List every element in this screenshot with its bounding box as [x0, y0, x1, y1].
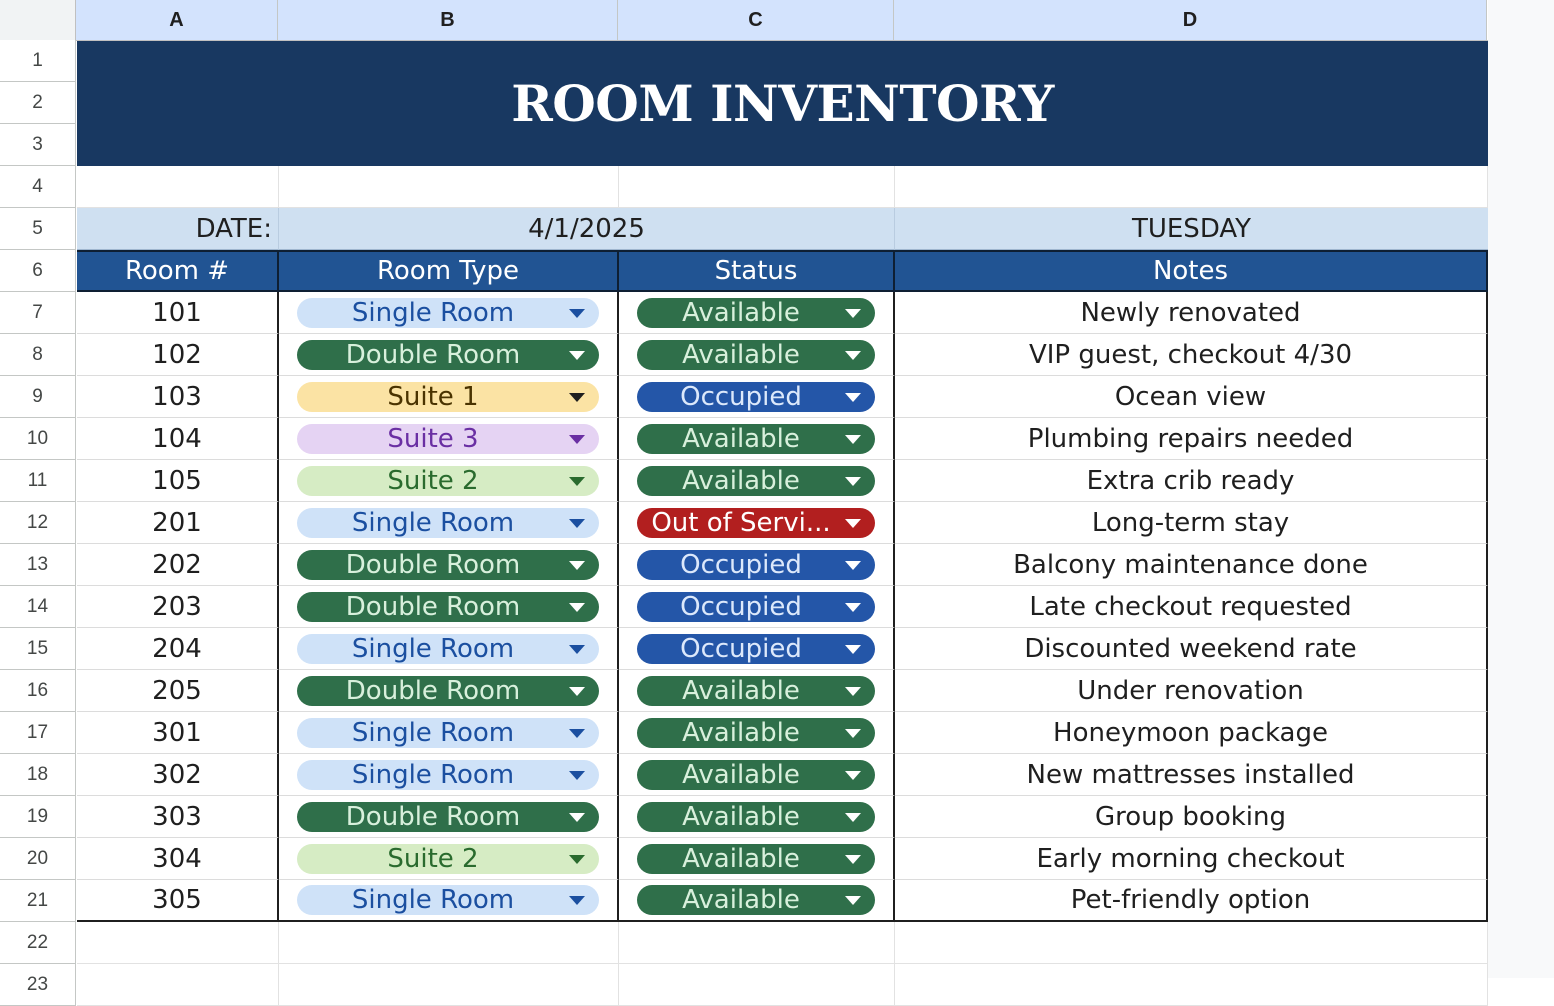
notes-cell[interactable]: Group booking: [895, 796, 1488, 838]
status-cell[interactable]: [619, 838, 895, 880]
notes-cell[interactable]: Late checkout requested: [895, 586, 1488, 628]
status-value: Available: [682, 759, 800, 790]
room-number-cell[interactable]: 203: [77, 586, 279, 628]
notes-cell[interactable]: VIP guest, checkout 4/30: [895, 334, 1488, 376]
room-number-cell[interactable]: 102: [77, 334, 279, 376]
room-number-cell[interactable]: 105: [77, 460, 279, 502]
row-header[interactable]: 11: [0, 460, 76, 502]
sheet-gutter: [1488, 0, 1554, 978]
status-value: Available: [682, 843, 800, 874]
room-number-cell[interactable]: 303: [77, 796, 279, 838]
status-dropdown[interactable]: [637, 298, 875, 328]
room-type-value: Double Room: [345, 339, 521, 370]
dropdown-arrow-icon[interactable]: [569, 561, 585, 570]
table-row: [77, 670, 1488, 712]
row-header[interactable]: 1: [0, 40, 76, 82]
notes-cell[interactable]: Early morning checkout: [895, 838, 1488, 880]
notes-cell[interactable]: Long-term stay: [895, 502, 1488, 544]
row-header[interactable]: 15: [0, 628, 76, 670]
column-header-bar: [0, 0, 1488, 41]
weekday-value[interactable]: TUESDAY: [895, 208, 1488, 250]
row-header[interactable]: 3: [0, 124, 76, 166]
header-notes[interactable]: Notes: [895, 250, 1488, 292]
room-type-dropdown[interactable]: [297, 634, 599, 664]
dropdown-arrow-icon[interactable]: [569, 393, 585, 402]
header-room-number[interactable]: Room #: [77, 250, 279, 292]
blank-row: [77, 922, 1488, 964]
date-label[interactable]: DATE:: [77, 208, 279, 250]
room-type-dropdown[interactable]: [297, 718, 599, 748]
header-room-type[interactable]: Room Type: [279, 250, 619, 292]
row-header[interactable]: 23: [0, 964, 76, 1006]
room-type-dropdown[interactable]: [297, 844, 599, 874]
status-value: Available: [682, 339, 800, 370]
page-title[interactable]: ROOM INVENTORY: [77, 41, 1488, 166]
status-cell[interactable]: [619, 670, 895, 712]
notes-cell[interactable]: Balcony maintenance done: [895, 544, 1488, 586]
room-type-value: Suite 2: [387, 465, 479, 496]
room-type-dropdown[interactable]: [297, 466, 599, 496]
room-type-cell[interactable]: [279, 460, 619, 502]
dropdown-arrow-icon[interactable]: [845, 519, 861, 528]
room-type-dropdown[interactable]: [297, 340, 599, 370]
room-type-cell[interactable]: [279, 712, 619, 754]
room-type-value: Single Room: [351, 717, 515, 748]
status-cell[interactable]: [619, 712, 895, 754]
status-dropdown[interactable]: [637, 592, 875, 622]
date-row: [77, 208, 1488, 250]
dropdown-arrow-icon[interactable]: [569, 645, 585, 654]
room-number-cell[interactable]: 205: [77, 670, 279, 712]
row-header[interactable]: 5: [0, 208, 76, 250]
cell[interactable]: [895, 922, 1488, 964]
row-header[interactable]: 13: [0, 544, 76, 586]
status-cell[interactable]: [619, 796, 895, 838]
status-cell[interactable]: [619, 460, 895, 502]
row-header[interactable]: 21: [0, 880, 76, 922]
dropdown-arrow-icon[interactable]: [569, 813, 585, 822]
blank-row: [77, 964, 1488, 1006]
table-row: [77, 418, 1488, 460]
room-type-dropdown[interactable]: [297, 550, 599, 580]
room-type-value: Double Room: [345, 801, 521, 832]
row-header[interactable]: 7: [0, 292, 76, 334]
room-type-dropdown[interactable]: [297, 760, 599, 790]
row-header[interactable]: 14: [0, 586, 76, 628]
room-number-cell[interactable]: 202: [77, 544, 279, 586]
status-value: Occupied: [680, 633, 802, 664]
row-header[interactable]: 2: [0, 82, 76, 124]
cell[interactable]: [77, 922, 279, 964]
status-cell[interactable]: [619, 502, 895, 544]
room-type-value: Single Room: [351, 885, 515, 915]
table-row: [77, 460, 1488, 502]
cell-grid: [77, 41, 1488, 1006]
status-value: Available: [682, 423, 800, 454]
date-value[interactable]: 4/1/2025: [279, 208, 895, 250]
room-type-dropdown[interactable]: [297, 508, 599, 538]
room-type-cell[interactable]: [279, 796, 619, 838]
column-header-b[interactable]: B: [278, 0, 618, 40]
dropdown-arrow-icon[interactable]: [569, 435, 585, 444]
status-cell[interactable]: [619, 334, 895, 376]
status-dropdown[interactable]: [637, 634, 875, 664]
dropdown-arrow-icon[interactable]: [845, 393, 861, 402]
table-row: [77, 754, 1488, 796]
room-type-value: Double Room: [345, 675, 521, 706]
dropdown-arrow-icon[interactable]: [845, 561, 861, 570]
status-dropdown[interactable]: [637, 424, 875, 454]
status-cell[interactable]: [619, 628, 895, 670]
dropdown-arrow-icon[interactable]: [569, 519, 585, 528]
status-value: Occupied: [680, 381, 802, 412]
table-row: [77, 502, 1488, 544]
room-type-cell[interactable]: [279, 586, 619, 628]
dropdown-arrow-icon[interactable]: [845, 896, 861, 905]
room-type-value: Single Room: [351, 297, 515, 328]
notes-cell[interactable]: Honeymoon package: [895, 712, 1488, 754]
status-dropdown[interactable]: [637, 885, 875, 915]
dropdown-arrow-icon[interactable]: [845, 687, 861, 696]
select-all-corner[interactable]: [0, 0, 76, 40]
notes-cell[interactable]: Extra crib ready: [895, 460, 1488, 502]
dropdown-arrow-icon[interactable]: [569, 771, 585, 780]
room-type-dropdown[interactable]: [297, 298, 599, 328]
status-value: Available: [682, 717, 800, 748]
room-number-cell[interactable]: 103: [77, 376, 279, 418]
dropdown-arrow-icon[interactable]: [845, 645, 861, 654]
table-row: [77, 880, 1488, 922]
row-header[interactable]: 6: [0, 250, 76, 292]
room-type-dropdown[interactable]: [297, 885, 599, 915]
table-row: [77, 334, 1488, 376]
status-dropdown[interactable]: [637, 676, 875, 706]
row-header[interactable]: 10: [0, 418, 76, 460]
row-header[interactable]: 17: [0, 712, 76, 754]
notes-cell[interactable]: Under renovation: [895, 670, 1488, 712]
room-number-cell[interactable]: 101: [77, 292, 279, 334]
dropdown-arrow-icon[interactable]: [845, 729, 861, 738]
dropdown-arrow-icon[interactable]: [569, 351, 585, 360]
dropdown-arrow-icon[interactable]: [569, 309, 585, 318]
row-header[interactable]: 4: [0, 166, 76, 208]
status-dropdown[interactable]: [637, 340, 875, 370]
status-dropdown[interactable]: [637, 760, 875, 790]
table-row: [77, 628, 1488, 670]
notes-cell[interactable]: New mattresses installed: [895, 754, 1488, 796]
room-type-dropdown[interactable]: [297, 592, 599, 622]
status-dropdown[interactable]: [637, 802, 875, 832]
cell[interactable]: [279, 964, 619, 1006]
row-header[interactable]: 9: [0, 376, 76, 418]
room-type-dropdown[interactable]: [297, 382, 599, 412]
row-header[interactable]: 8: [0, 334, 76, 376]
cell[interactable]: [279, 922, 619, 964]
row-header[interactable]: 19: [0, 796, 76, 838]
room-number-cell[interactable]: 304: [77, 838, 279, 880]
table-row: [77, 838, 1488, 880]
notes-cell[interactable]: Plumbing repairs needed: [895, 418, 1488, 460]
room-type-value: Single Room: [351, 759, 515, 790]
status-cell[interactable]: [619, 292, 895, 334]
room-type-cell[interactable]: [279, 376, 619, 418]
room-type-value: Suite 1: [387, 381, 479, 412]
row-header[interactable]: 22: [0, 922, 76, 964]
status-dropdown[interactable]: [637, 718, 875, 748]
room-type-value: Double Room: [345, 549, 521, 580]
room-type-value: Suite 3: [387, 423, 479, 454]
status-value: Out of Servi...: [651, 507, 831, 538]
room-type-cell[interactable]: [279, 628, 619, 670]
notes-cell[interactable]: Ocean view: [895, 376, 1488, 418]
room-number-cell[interactable]: 104: [77, 418, 279, 460]
table-row: [77, 586, 1488, 628]
dropdown-arrow-icon[interactable]: [569, 896, 585, 905]
status-value: Occupied: [680, 549, 802, 580]
column-header-a[interactable]: A: [76, 0, 278, 40]
row-header[interactable]: 20: [0, 838, 76, 880]
room-type-cell[interactable]: [279, 670, 619, 712]
notes-cell[interactable]: Newly renovated: [895, 292, 1488, 334]
column-header-c[interactable]: C: [618, 0, 894, 40]
status-value: Available: [682, 297, 800, 328]
status-value: Occupied: [680, 591, 802, 622]
room-type-value: Single Room: [351, 633, 515, 664]
table-row: [77, 292, 1488, 334]
room-type-value: Double Room: [345, 591, 521, 622]
table-row: [77, 796, 1488, 838]
row-header-bar: [0, 40, 76, 1006]
room-type-cell[interactable]: [279, 418, 619, 460]
room-type-cell[interactable]: [279, 754, 619, 796]
dropdown-arrow-icon[interactable]: [569, 603, 585, 612]
status-dropdown[interactable]: [637, 844, 875, 874]
dropdown-arrow-icon[interactable]: [569, 729, 585, 738]
blank-row: [77, 166, 1488, 208]
notes-cell[interactable]: Discounted weekend rate: [895, 628, 1488, 670]
dropdown-arrow-icon[interactable]: [845, 855, 861, 864]
dropdown-arrow-icon[interactable]: [569, 855, 585, 864]
dropdown-arrow-icon[interactable]: [845, 603, 861, 612]
status-cell[interactable]: [619, 544, 895, 586]
notes-cell[interactable]: Pet-friendly option: [895, 880, 1488, 922]
status-cell[interactable]: [619, 880, 895, 922]
status-dropdown[interactable]: [637, 466, 875, 496]
column-header-d[interactable]: D: [894, 0, 1487, 40]
table-header-row: [77, 250, 1488, 292]
room-number-cell[interactable]: 305: [77, 880, 279, 922]
room-number-cell[interactable]: 201: [77, 502, 279, 544]
room-type-cell[interactable]: [279, 544, 619, 586]
room-type-dropdown[interactable]: [297, 424, 599, 454]
dropdown-arrow-icon[interactable]: [569, 477, 585, 486]
row-header[interactable]: 18: [0, 754, 76, 796]
dropdown-arrow-icon[interactable]: [569, 687, 585, 696]
room-type-value: Suite 2: [387, 843, 479, 874]
dropdown-arrow-icon[interactable]: [845, 351, 861, 360]
status-cell[interactable]: [619, 754, 895, 796]
dropdown-arrow-icon[interactable]: [845, 435, 861, 444]
dropdown-arrow-icon[interactable]: [845, 771, 861, 780]
cell[interactable]: [895, 166, 1488, 208]
room-type-value: Single Room: [351, 507, 515, 538]
room-type-cell[interactable]: [279, 502, 619, 544]
status-cell[interactable]: [619, 376, 895, 418]
room-number-cell[interactable]: 204: [77, 628, 279, 670]
room-type-dropdown[interactable]: [297, 802, 599, 832]
status-cell[interactable]: [619, 586, 895, 628]
row-header[interactable]: 12: [0, 502, 76, 544]
room-number-cell[interactable]: 301: [77, 712, 279, 754]
table-body: [77, 292, 1488, 922]
status-cell[interactable]: [619, 418, 895, 460]
status-value: Available: [682, 801, 800, 832]
status-value: Available: [682, 675, 800, 706]
room-number-cell[interactable]: 302: [77, 754, 279, 796]
room-type-cell[interactable]: [279, 334, 619, 376]
cell[interactable]: [619, 964, 895, 1006]
header-status[interactable]: Status: [619, 250, 895, 292]
status-value: Available: [682, 465, 800, 496]
status-dropdown[interactable]: [637, 550, 875, 580]
dropdown-arrow-icon[interactable]: [845, 813, 861, 822]
cell[interactable]: [279, 166, 619, 208]
cell[interactable]: [619, 166, 895, 208]
dropdown-arrow-icon[interactable]: [845, 309, 861, 318]
row-header[interactable]: 16: [0, 670, 76, 712]
cell[interactable]: [77, 166, 279, 208]
status-value: Available: [682, 885, 800, 915]
dropdown-arrow-icon[interactable]: [845, 477, 861, 486]
room-type-cell[interactable]: [279, 838, 619, 880]
table-row: [77, 544, 1488, 586]
room-type-cell[interactable]: [279, 292, 619, 334]
cell[interactable]: [895, 964, 1488, 1006]
cell[interactable]: [77, 964, 279, 1006]
status-dropdown[interactable]: [637, 508, 875, 538]
cell[interactable]: [619, 922, 895, 964]
room-type-cell[interactable]: [279, 880, 619, 922]
table-row: [77, 376, 1488, 418]
table-row: [77, 712, 1488, 754]
status-dropdown[interactable]: [637, 382, 875, 412]
room-type-dropdown[interactable]: [297, 676, 599, 706]
